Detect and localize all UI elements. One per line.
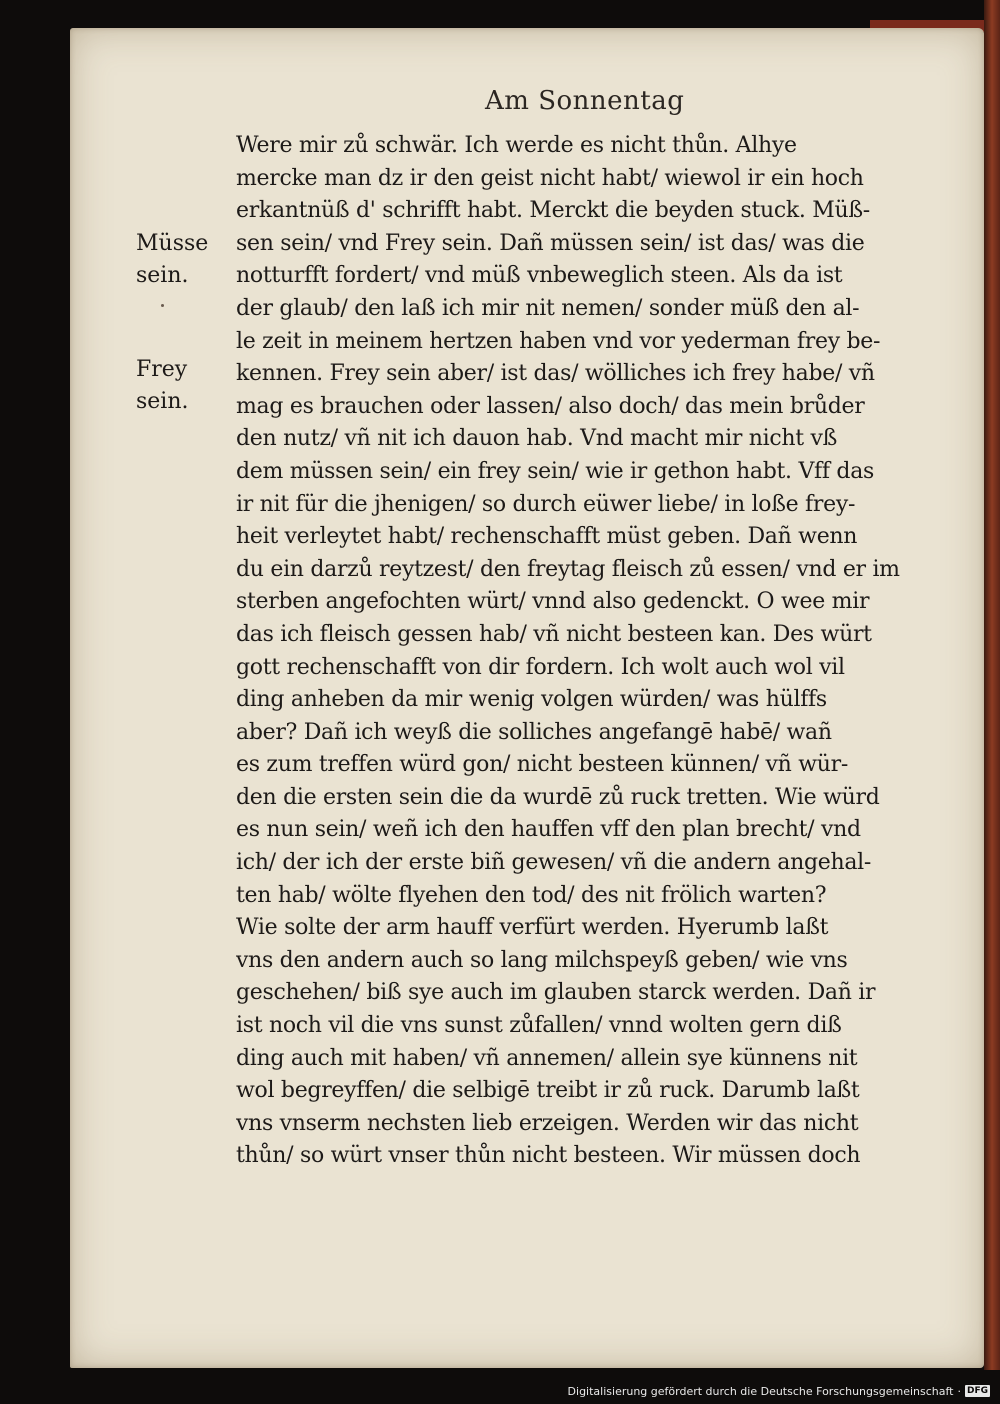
text-line: es nun sein/ weñ ich den hauffen vff den plan brecht/ vnd [236,817,861,843]
text-line: geschehen/ biß sye auch im glauben starck werden. Dañ ir [236,980,876,1006]
text-line: mercke man dz ir den geist nicht habt/ wiewol ir ein hoch [236,165,864,191]
text-line: ding anheben da mir wenig volgen würden/ was hülffs [236,687,827,713]
marginal-note-muesse-sein [136,228,208,292]
marginal-note-line: sein. [136,389,189,414]
text-line: heit verleytet habt/ rechenschafft müst geben. Dañ wenn [236,524,858,550]
footer-separator: · [957,1384,961,1398]
text-line: vns vnserm nechsten lieb erzeigen. Werden wir das nicht [236,1110,859,1136]
text-line: mag es brauchen oder lassen/ also doch/ das mein brůder [236,393,865,419]
text-line: ist noch vil die vns sunst zůfallen/ vnnd wolten gern diß [236,1013,842,1039]
text-line: sen sein/ vnd Frey sein. Dañ müssen sein/ ist das/ was die [236,230,865,256]
text-line: erkantnüß d' schrifft habt. Merckt die beyden stuck. Müß- [236,198,870,224]
text-line: Wie solte der arm hauff verfürt werden. Hyerumb laßt [236,915,829,941]
text-line: ir nit für die jhenigen/ so durch eüwer liebe/ in loße frey- [236,491,856,517]
text-line: es zum treffen würd gon/ nicht besteen künnen/ vñ wür- [236,752,848,778]
text-line: den die ersten sein die da wurdē zů ruck tretten. Wie würd [236,784,880,810]
text-line: aber? Dañ ich weyß die solliches angefangē habē/ wañ [236,719,832,745]
text-line: den nutz/ vñ nit ich dauon hab. Vnd macht mir nicht vß [236,426,838,452]
text-line: ich/ der ich der erste biñ gewesen/ vñ die andern angehal- [236,850,872,876]
marginal-note-frey-sein [136,354,189,418]
marginal-note-line: Müsse [136,231,209,256]
digitization-footer [0,1378,990,1404]
book-cover-edge-right [984,0,1000,1370]
text-line: gott rechenschafft von dir fordern. Ich wolt auch wol vil [236,654,845,680]
text-line: sterben angefochten würt/ vnnd also gedenckt. O wee mir [236,589,870,615]
text-line: ten hab/ wölte flyehen den tod/ des nit frölich warten? [236,882,827,908]
running-header: Am Sonnentag [485,86,685,116]
text-line: kennen. Frey sein aber/ ist das/ wölliches ich frey habe/ vñ [236,361,875,387]
body-text [236,130,952,1173]
marginal-note-line: sein. [136,263,189,288]
marginal-note-line: Frey [136,357,188,382]
text-line: Were mir zů schwär. Ich werde es nicht thůn. Alhye [236,133,797,158]
text-line: ding auch mit haben/ vñ annemen/ allein sye künnens nit [236,1045,858,1071]
text-line: dem müssen sein/ ein frey sein/ wie ir gethon habt. Vff das [236,458,875,484]
ink-speck [161,304,164,307]
dfg-logo: DFG [966,1386,988,1396]
text-line: vns den andern auch so lang milchspeyß geben/ wie vns [236,947,848,973]
text-line: der glaub/ den laß ich mir nit nemen/ sonder müß den al- [236,295,860,321]
funding-credit: Digitalisierung gefördert durch die Deutsche Forschungsgemeinschaft [567,1384,954,1398]
text-line: du ein darzů reytzest/ den freytag fleisch zů essen/ vnd er im [236,556,900,582]
text-line: thůn/ so würt vnser thůn nicht besteen. Wir müssen doch [236,1143,861,1169]
text-line: wol begreyffen/ die selbigē treibt ir zů ruck. Darumb laßt [236,1078,860,1104]
text-line: das ich fleisch gessen hab/ vñ nicht besteen kan. Des würt [236,621,872,647]
text-line: le zeit in meinem hertzen haben vnd vor yederman frey be- [236,328,881,354]
text-line: notturfft fordert/ vnd müß vnbeweglich steen. Als da ist [236,263,843,289]
